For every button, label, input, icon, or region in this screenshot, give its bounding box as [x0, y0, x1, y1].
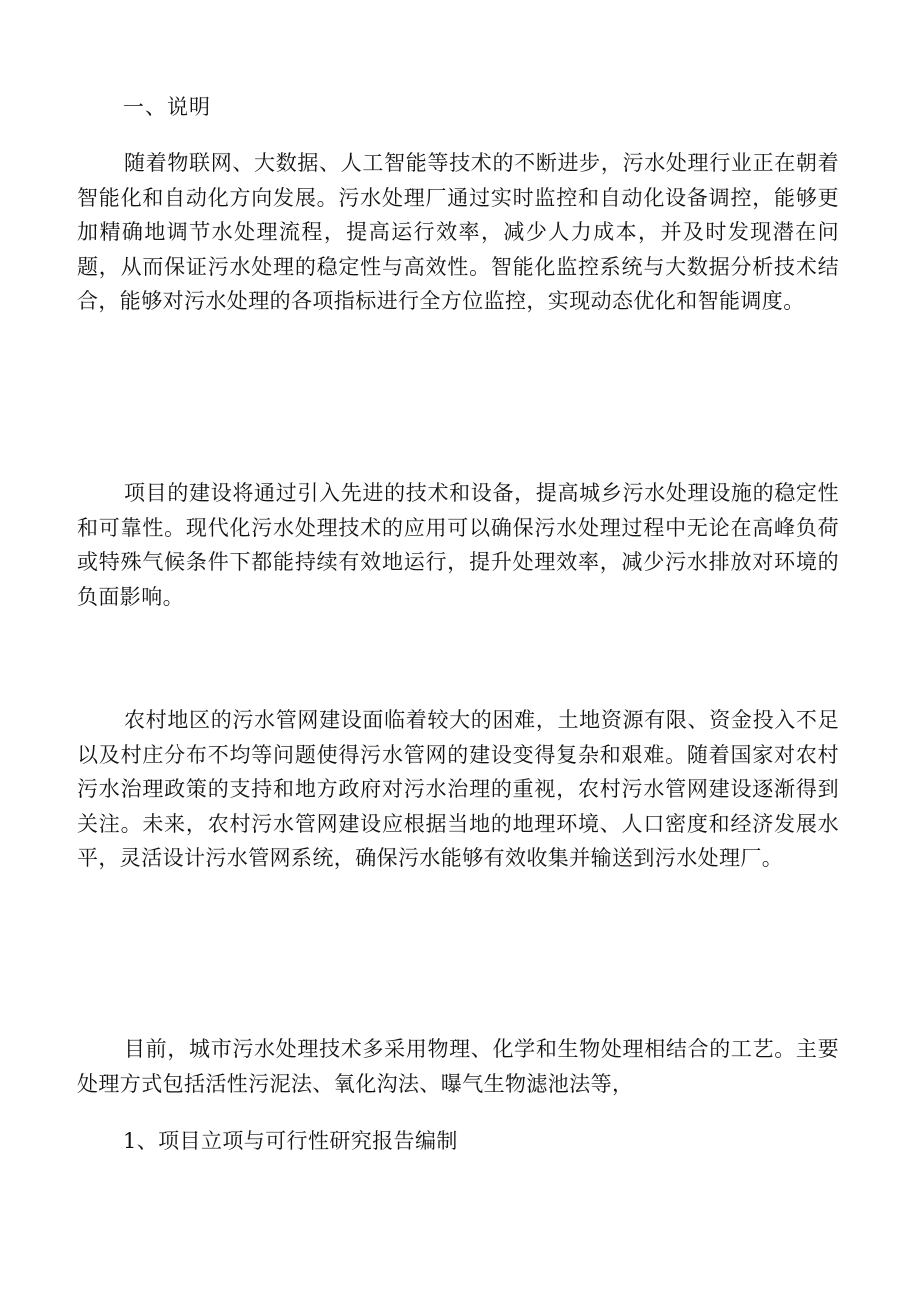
paragraph-smart-treatment: 随着物联网、大数据、人工智能等技术的不断进步，污水处理行业正在朝着智能化和自动化方向发展。污水处理厂通过实时监控和自动化设备调控，能够更加精确地调节水处理流程，提高运行效率，减少人力成本，并及时发现潜在问题，从而保证污水处理的稳定性与高效性。智能化监控系统与大数据分析技术结合，能够对污水处理的各项指标进行全方位监控，实现动态优化和智能调度。: [77, 151, 839, 313]
paragraph-rural-sewer-network: 农村地区的污水管网建设面临着较大的困难，土地资源有限、资金投入不足以及村庄分布不均等问题使得污水管网的建设变得复杂和艰难。随着国家对农村污水治理政策的支持和地方政府对污水治理的重视，农村污水管网建设逐渐得到关注。未来，农村污水管网建设应根据当地的地理环境、人口密度和经济发展水平，灵活设计污水管网系统，确保污水能够有效收集并输送到污水处理厂。: [77, 708, 839, 870]
list-item-project-approval: 1、项目立项与可行性研究报告编制: [123, 1129, 458, 1153]
paragraph-project-construction: 项目的建设将通过引入先进的技术和设备，提高城乡污水处理设施的稳定性和可靠性。现代化污水处理技术的应用可以确保污水处理过程中无论在高峰负荷或特殊气候条件下都能持续有效地运行，提升处理效率，减少污水排放对环境的负面影响。: [77, 481, 839, 609]
paragraph-urban-treatment-methods: 目前，城市污水处理技术多采用物理、化学和生物处理相结合的工艺。主要处理方式包括活性污泥法、氧化沟法、曝气生物滤池法等，: [77, 1037, 839, 1096]
section-heading: 一、说明: [123, 95, 211, 119]
